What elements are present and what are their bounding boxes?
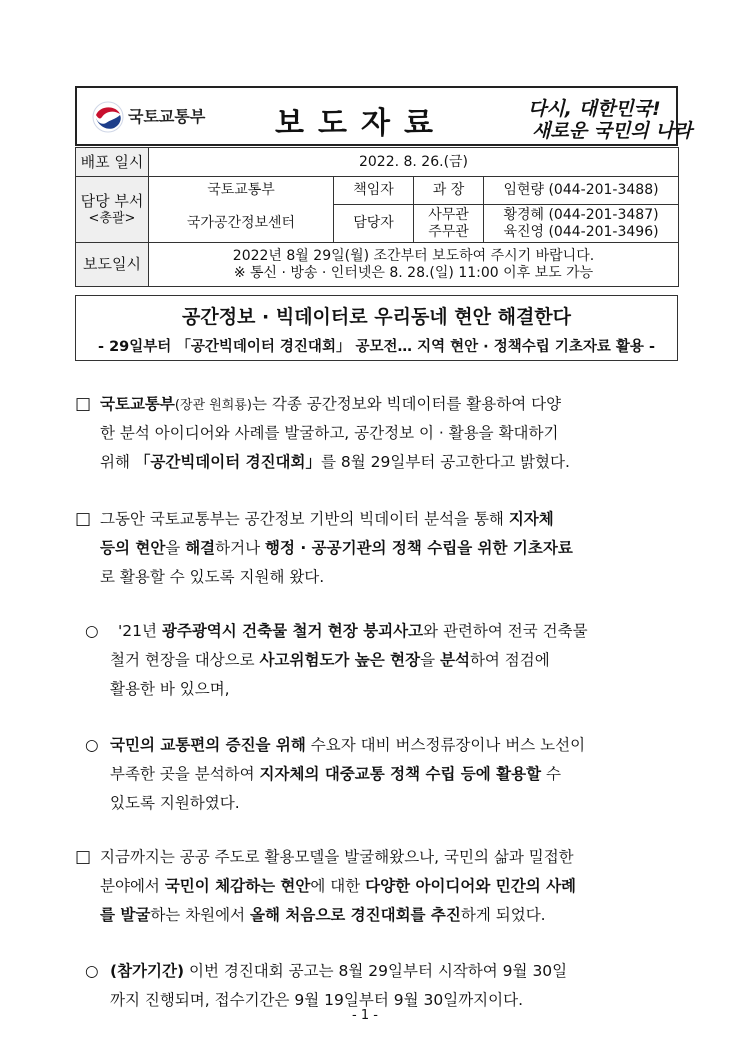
para3-l1a: '21년 [118,622,162,640]
para5-line3 [100,901,546,930]
role-head: 책임자 [334,177,414,205]
embargo-line1: 2022년 8월 29일(월) 조간부터 보도하여 주시기 바랍니다. [232,247,595,264]
para4-l2a: 부족한 곳을 분석하여 [110,765,260,783]
bullet-box-2: □ [75,509,92,529]
para3-line1 [118,617,588,646]
para3-l2a: 철거 현장을 대상으로 [110,651,260,669]
staff2-person: 육진영 (044-201-3496) [503,223,659,240]
embargo-line2: ※ 통신 · 방송 · 인터넷은 8. 28.(일) 11:00 이후 보도 가능 [233,264,594,281]
bullet-box-1: □ [75,394,92,414]
para5-l3d: 하게 되었다. [460,906,546,924]
para3-line3: 활용한 바 있으며, [110,680,230,698]
staff1-person: 황경혜 (044-201-3487) [503,206,659,223]
para5-line1: 지금까지는 공공 주도로 활용모델을 발굴해왔으나, 국민의 삶과 밀접한 [100,848,574,866]
para5-l3a: 를 발굴 [100,906,151,924]
para4-line2 [110,760,561,789]
para1-line1 [100,390,561,420]
bullet-box-5: □ [75,847,92,867]
para5-l2d: 다양한 아이디어와 민간의 사례 [365,877,577,895]
embargo-cell [149,243,679,287]
para2-l2b: 을 [165,539,186,557]
para1-line3 [100,448,570,477]
para5-l3b: 하는 차원에서 [150,906,251,924]
para1-minister: (장관 원희룡) [174,398,252,413]
para3-l2c: 을 [420,651,440,669]
dist-label: 배포 일시 [76,148,149,177]
staff2-title: 주무관 [428,223,469,240]
embargo-label: 보도일시 [76,243,149,287]
dept1: 국토교통부 [149,177,334,205]
para2-l2c: 해결 [185,539,216,557]
head-person: 임현량 (044-201-3488) [484,177,679,205]
para1-text: 는 각종 공간정보와 빅데이터를 활용하여 다양 [251,395,562,413]
bullet-circle-4: ○ [85,736,99,754]
para4-l2c: 수 [541,765,561,783]
para3-line2 [110,646,550,675]
para2-l1a: 그동안 국토교통부는 공간정보 기반의 빅데이터 분석을 통해 [100,510,509,528]
ministry-logo-text: 국토교통부 [128,107,206,126]
para5-l3c: 올해 처음으로 경진대회를 추진 [250,906,461,924]
para5-l2a: 분야에서 [100,877,165,895]
para1-l3a: 위해 [100,453,135,471]
para4-l1a: 국민의 교통편의 증진을 위해 [110,736,306,754]
role-staff: 담당자 [334,205,414,243]
para2-l1b: 지자체 [508,510,554,528]
para2-line2 [100,534,573,563]
para1-ministry: 국토교통부 [100,395,175,413]
staff-titles [414,205,484,243]
para2-l2d: 하거나 [215,539,266,557]
para3-l2b: 사고위험도가 높은 현장 [259,651,421,669]
para3-l2e: 하여 점검에 [469,651,550,669]
para4-l1b: 수요자 대비 버스정류장이나 버스 노선이 [305,736,586,754]
bullet-circle-3: ○ [85,622,99,640]
dept-label: 담당 부서 [80,191,144,210]
para1-l3c: 를 8월 29일부터 공고한다고 밝혔다. [321,453,570,471]
dept-sub: <총괄> [88,210,136,226]
slogan-line1: 다시, 대한민국! [528,98,661,120]
bullet-circle-6: ○ [85,962,99,980]
info-table [75,147,679,287]
para3-l1c: 와 관련하여 전국 건축물 [423,622,588,640]
para6-line1 [110,957,567,986]
para2-line3: 로 활용할 수 있도록 지원해 왔다. [100,568,325,586]
para1-contest: 「공간빅데이터 경진대회」 [134,453,322,471]
para6-line2: 까지 진행되며, 접수기간은 9월 19일부터 9월 30일까지이다. [110,991,524,1009]
dist-date: 2022. 8. 26.(금) [149,148,679,177]
para4-line3: 있도록 지원하였다. [110,794,240,812]
para4-line1 [110,731,585,760]
para4-l2b: 지자체의 대중교통 정책 수립 등에 활용할 [259,765,542,783]
para2-l2a: 등의 현안 [100,539,166,557]
dept-label-cell [76,177,149,243]
para3-l2d: 분석 [439,651,470,669]
slogan-line2: 새로운 국민의 나라 [532,120,693,142]
para6-l1b: 이번 경진대회 공고는 8월 29일부터 시작하여 9월 30일 [184,962,568,980]
press-release-title: 보도자료 [275,106,447,141]
page-number: - 1 - [352,1008,378,1023]
para3-l1b: 광주광역시 건축물 철거 현장 붕괴사고 [161,622,424,640]
para5-l2b: 국민이 체감하는 현안 [164,877,311,895]
para2-l2e: 행정 · 공공기관의 정책 수립을 위한 기초자료 [265,539,573,557]
para5-l2c: 에 대한 [310,877,366,895]
government-emblem-icon [92,101,124,133]
para2-line1 [100,505,554,534]
para6-l1a: (참가기간) [110,962,185,980]
para1-line2: 한 분석 아이디어와 사례를 발굴하고, 공간정보 이 · 활용을 확대하기 [100,424,559,442]
staff-persons [484,205,679,243]
title-box [75,295,678,361]
dept2: 국가공간정보센터 [149,205,334,243]
head-title: 과 장 [414,177,484,205]
headline: 공간정보 · 빅데이터로 우리동네 현안 해결한다 [181,306,572,328]
subheadline: - 29일부터 「공간빅데이터 경진대회」 공모전… 지역 현안 · 정책수립 기초자료 활용 - [98,339,655,355]
staff1-title: 사무관 [428,206,469,223]
para5-line2 [100,872,576,901]
